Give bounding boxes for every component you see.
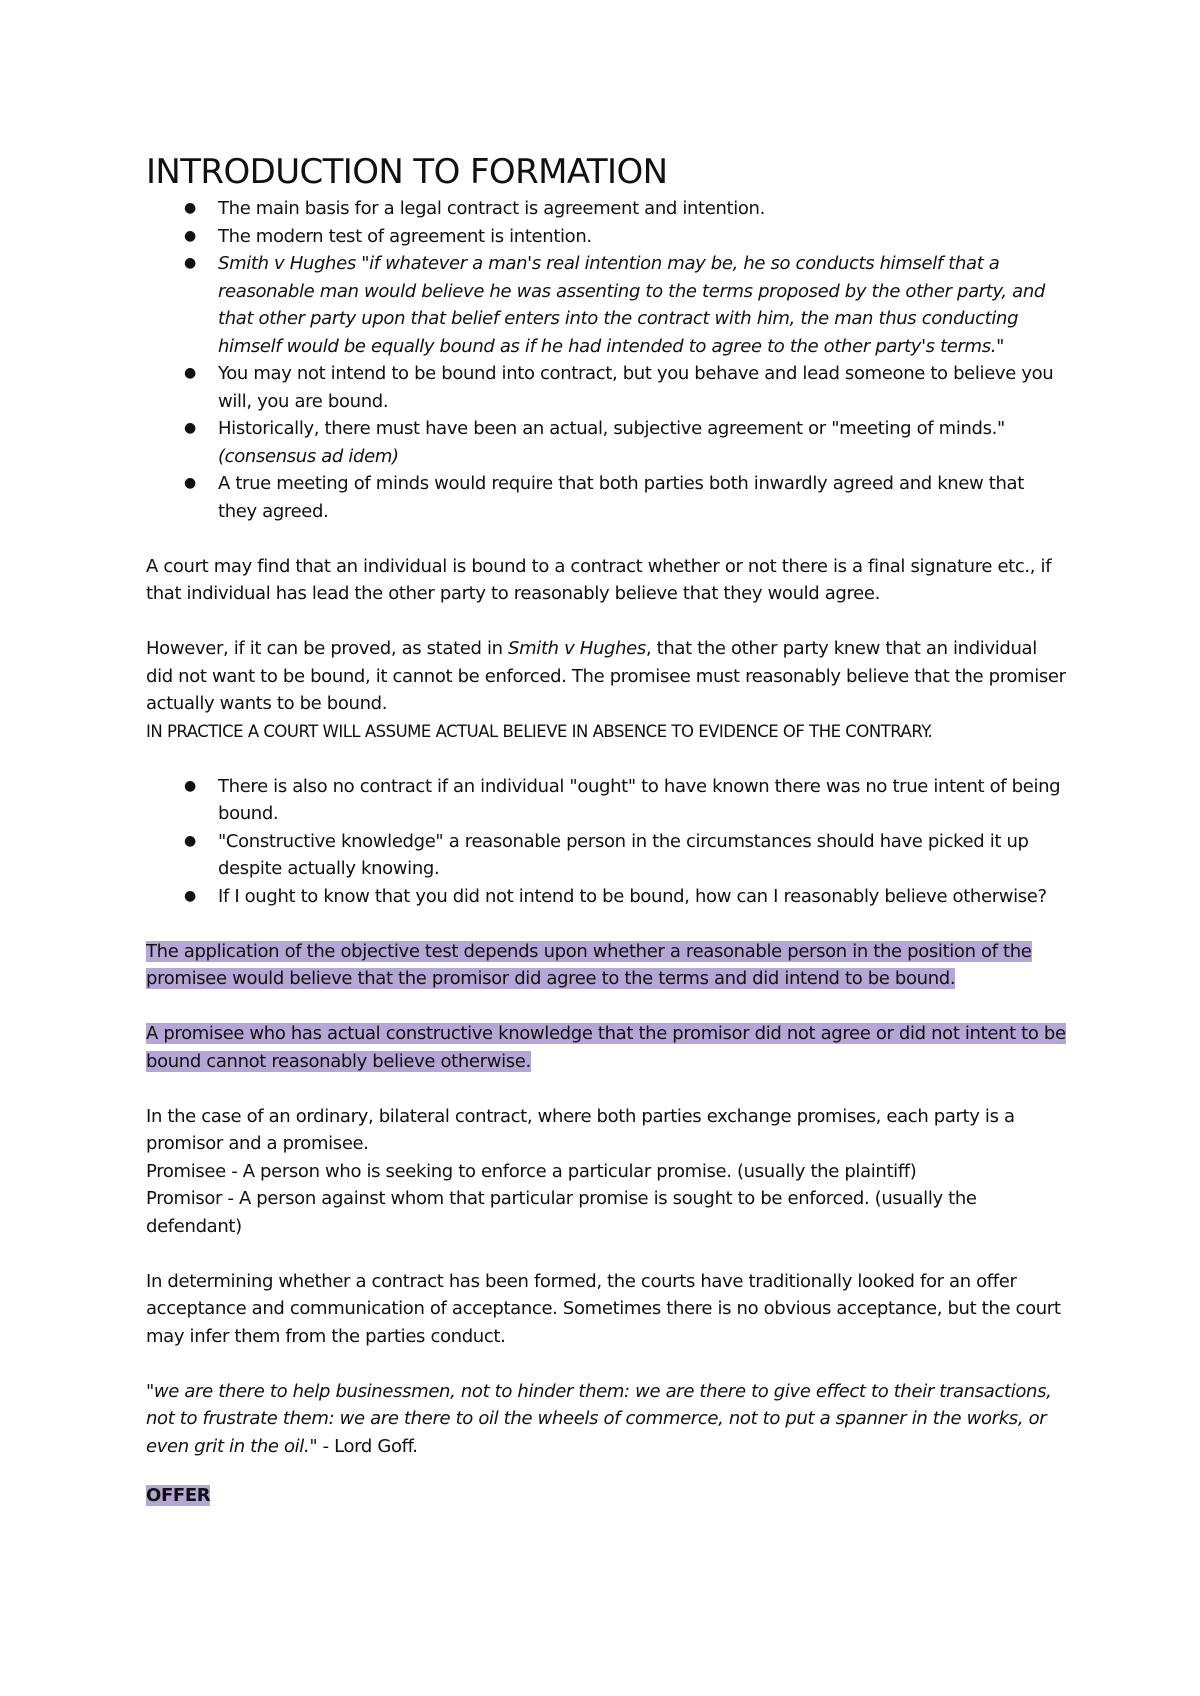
paragraph-bilateral: In the case of an ordinary, bilateral contract, where both parties exchange promises, each party is a promisor and a promisee. [146,1105,1015,1154]
highlighted-paragraph-objective-test [146,938,1066,993]
bullet-icon: ● [184,887,196,904]
highlighted-text: The application of the objective test depends upon whether a reasonable person in the position of the promisee would believe that the promisor did agree to the terms and did intend to be bound. [146,940,1032,989]
list-item-text: "Constructive knowledge" a reasonable person in the circumstances should have picked it up despite actually knowing. [218,830,1029,879]
paragraph-court-finding: A court may find that an individual is bound to a contract whether or not there is a final signature etc., if that individual has lead the other party to reasonably believe that they would agree. [146,555,1052,604]
list-item [146,470,1066,525]
list-item [146,195,1066,223]
bullet-list-agreement [146,195,1066,525]
page-title: INTRODUCTION TO FORMATION [146,152,668,192]
paragraph-however [146,635,1066,718]
list-item [146,773,1066,828]
paragraph-in-practice: IN PRACTICE A COURT WILL ASSUME ACTUAL BELIEVE IN ABSENCE TO EVIDENCE OF THE CONTRARY. [146,721,933,741]
definition-promisor: Promisor - A person against whom that particular promise is sought to be enforced. (usually the defendant) [146,1188,977,1237]
bullet-icon: ● [184,420,196,436]
quote-text: "we are there to help businessmen, not to hinder them: we are there to give effect to their transactions, not to frustrate them: we are there to oil the wheels of commerce, not to put a spanner in the works, or even grit in the oil." [146,1380,1052,1457]
lord-goff-quote [146,1378,1066,1461]
highlighted-paragraph-constructive-knowledge [146,1020,1066,1075]
bullet-icon: ● [184,200,196,216]
bullet-icon: ● [184,832,196,849]
bullet-list-constructive [146,773,1066,911]
quote-attribution: - Lord Goff. [317,1435,418,1457]
list-item-text: Historically, there must have been an actual, subjective agreement or "meeting of minds." [218,418,1005,439]
list-item [146,250,1066,360]
list-item-text: The main basis for a legal contract is agreement and intention. [218,198,765,219]
offer-heading: OFFER [146,1485,211,1506]
list-item-text: There is also no contract if an individual "ought" to have known there was no true intent of being bound. [218,775,1061,824]
list-item-text: If I ought to know that you did not intend to be bound, how can I reasonably believe otherwise? [218,885,1047,907]
bullet-icon: ● [184,365,196,381]
bullet-icon: ● [184,227,196,244]
paragraph-text: However, if it can be proved, as stated in [146,638,509,659]
list-item [146,223,1066,251]
list-item-text: You may not intend to be bound into contract, but you behave and lead someone to believe you will, you are bound. [218,363,1054,412]
latin-term: (consensus ad idem) [218,445,399,467]
bullet-icon: ● [184,475,196,491]
highlighted-text: A promisee who has actual constructive knowledge that the promisor did not agree or did not intent to be bound cannot reasonably believe otherwise. [146,1023,1066,1072]
list-item [146,883,1066,911]
list-item [146,360,1066,415]
case-name: Smith v Hughes [508,638,646,659]
offer-heading-line [146,1482,1066,1510]
paragraph-determining: In determining whether a contract has been formed, the courts have traditionally looked for an offer acceptance and communication of acceptance. Sometimes there is no obvious acceptance, but the court may infer them from the parties conduct. [146,1270,1061,1347]
list-item [146,415,1066,470]
list-item-text: A true meeting of minds would require that both parties both inwardly agreed and knew that they agreed. [218,473,1024,522]
list-item-text: The modern test of agreement is intention. [218,225,592,247]
bullet-icon: ● [184,255,196,271]
paragraph-text: , that the other party knew that an individual did not want to be bound, it cannot be enforced. The promisee must reasonably believe that the promiser actually wants to be bound. [146,638,1066,714]
smith-v-hughes-quote: Smith v Hughes "if whatever a man's real intention may be, he so conducts himself that a reasonable man would believe he was assenting to the terms proposed by the other party, and that other party upon that belief enters into the contract with him, the man thus conducting himself would be equally bound as if he had intended to agree to the other party's terms." [218,253,1045,357]
document-page [146,150,1066,1510]
bullet-icon: ● [184,777,196,794]
list-item [146,828,1066,883]
definition-promisee: Promisee - A person who is seeking to enforce a particular promise. (usually the plaintiff) [146,1160,917,1182]
